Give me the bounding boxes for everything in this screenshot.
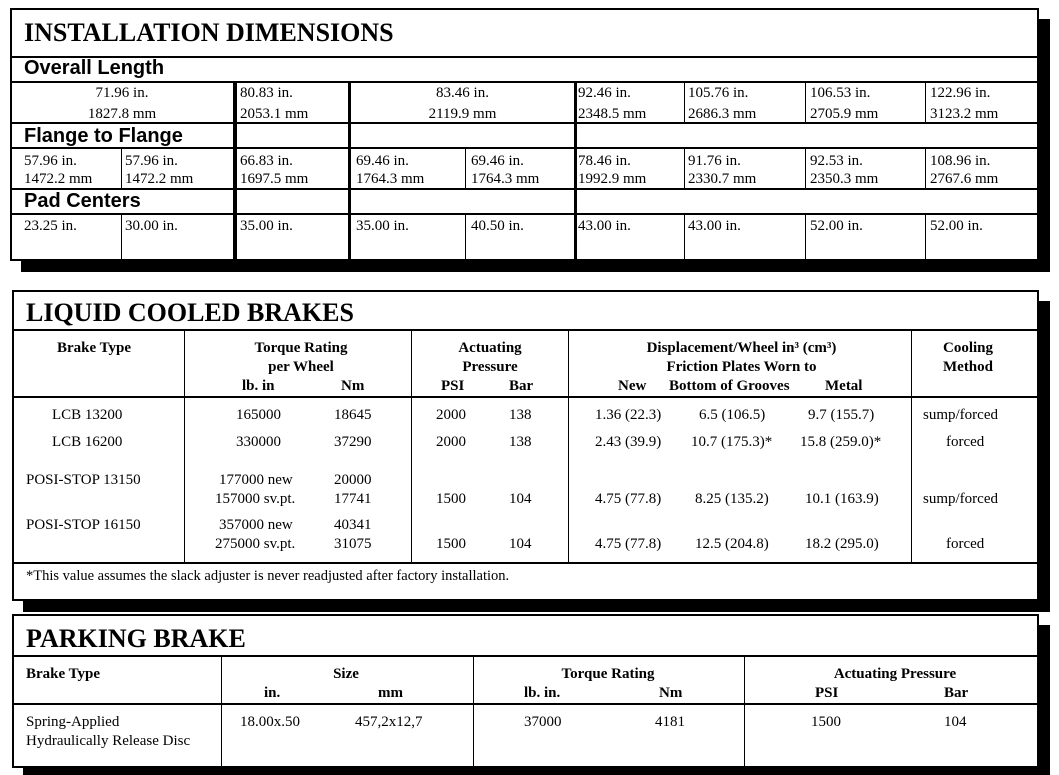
pad-centers-label: Pad Centers	[24, 190, 141, 212]
liquid-header-psi: PSI	[441, 378, 465, 394]
liquid-header-displacement-1: Displacement/Wheel in³ (cm³)	[646, 340, 837, 356]
flange-cell-3-mm: 1697.5 mm	[240, 171, 309, 187]
overall-cell-3-mm: 2119.9 mm	[428, 106, 497, 122]
liquid-row-1-type: LCB 13200	[52, 407, 123, 423]
liquid-row-3-bar: 104	[509, 491, 532, 507]
pad-cell-4: 35.00 in.	[356, 218, 409, 234]
overall-cell-2-mm: 2053.1 mm	[240, 106, 309, 122]
flange-cell-6-mm: 1992.9 mm	[578, 171, 647, 187]
parking-row-size-in: 18.00x.50	[240, 714, 300, 730]
pad-cell-9: 52.00 in.	[930, 218, 983, 234]
parking-header-nm: Nm	[659, 685, 683, 701]
flange-cell-5-mm: 1764.3 mm	[471, 171, 540, 187]
liquid-row-1-new: 1.36 (22.3)	[595, 407, 662, 423]
liquid-row-2-bottom: 10.7 (175.3)*	[691, 434, 773, 450]
flange-cell-2-mm: 1472.2 mm	[125, 171, 194, 187]
liquid-row-4-metal: 18.2 (295.0)	[805, 536, 879, 552]
overall-cell-4-in: 92.46 in.	[578, 85, 631, 101]
flange-cell-8-mm: 2350.3 mm	[810, 171, 879, 187]
pad-cell-5: 40.50 in.	[471, 218, 524, 234]
parking-brake-panel	[12, 614, 1039, 768]
flange-cell-1-in: 57.96 in.	[24, 153, 77, 169]
parking-header-psi: PSI	[815, 685, 839, 701]
flange-cell-9-in: 108.96 in.	[930, 153, 991, 169]
liquid-row-1-psi: 2000	[436, 407, 466, 423]
parking-header-size: Size	[333, 666, 359, 682]
parking-header-size-mm: mm	[378, 685, 403, 701]
liquid-row-3-metal: 10.1 (163.9)	[805, 491, 879, 507]
overall-cell-3-in: 83.46 in.	[436, 85, 489, 101]
liquid-row-2-cooling: forced	[946, 434, 985, 450]
liquid-row-3-new: 4.75 (77.8)	[595, 491, 662, 507]
liquid-row-2-lbin: 330000	[236, 434, 281, 450]
overall-cell-7-mm: 3123.2 mm	[930, 106, 999, 122]
liquid-row-4-cooling: forced	[946, 536, 985, 552]
flange-cell-1-mm: 1472.2 mm	[24, 171, 93, 187]
liquid-row-3-bottom: 8.25 (135.2)	[695, 491, 769, 507]
flange-cell-4-mm: 1764.3 mm	[356, 171, 425, 187]
overall-cell-6-mm: 2705.9 mm	[810, 106, 879, 122]
liquid-row-1-lbin: 165000	[236, 407, 281, 423]
liquid-header-torque-1: Torque Rating	[254, 340, 348, 356]
liquid-title: LIQUID COOLED BRAKES	[26, 298, 354, 327]
liquid-header-displacement-2: Friction Plates Worn to	[666, 359, 817, 375]
liquid-cooled-panel	[12, 290, 1039, 601]
parking-row-lbin: 37000	[524, 714, 562, 730]
liquid-row-1-nm: 18645	[334, 407, 372, 423]
flange-cell-4-in: 69.46 in.	[356, 153, 409, 169]
liquid-row-4-psi: 1500	[436, 536, 466, 552]
liquid-row-1-metal: 9.7 (155.7)	[808, 407, 875, 423]
liquid-row-1-cooling: sump/forced	[923, 407, 998, 423]
liquid-row-2-psi: 2000	[436, 434, 466, 450]
liquid-row-4-nm-2: 31075	[334, 536, 372, 552]
liquid-header-lbin: lb. in	[242, 378, 275, 394]
overall-cell-2-in: 80.83 in.	[240, 85, 293, 101]
liquid-row-3-lbin-1: 177000 new	[219, 472, 293, 488]
parking-row-bar: 104	[944, 714, 967, 730]
parking-header-brake-type: Brake Type	[26, 666, 101, 682]
liquid-row-4-new: 4.75 (77.8)	[595, 536, 662, 552]
liquid-header-brake-type: Brake Type	[56, 340, 132, 356]
liquid-row-3-psi: 1500	[436, 491, 466, 507]
pad-cell-1: 23.25 in.	[24, 218, 77, 234]
liquid-row-3-nm-1: 20000	[334, 472, 372, 488]
pad-cell-6: 43.00 in.	[578, 218, 631, 234]
flange-cell-9-mm: 2767.6 mm	[930, 171, 999, 187]
parking-header-torque: Torque Rating	[561, 666, 655, 682]
liquid-row-4-nm-1: 40341	[334, 517, 372, 533]
liquid-row-3-nm-2: 17741	[334, 491, 372, 507]
liquid-row-3-type: POSI-STOP 13150	[26, 472, 141, 488]
parking-row-size-mm: 457,2x12,7	[355, 714, 423, 730]
liquid-row-1-bottom: 6.5 (106.5)	[699, 407, 766, 423]
flange-cell-2-in: 57.96 in.	[125, 153, 178, 169]
liquid-row-4-lbin-1: 357000 new	[219, 517, 293, 533]
flange-cell-5-in: 69.46 in.	[471, 153, 524, 169]
installation-dimensions-panel	[10, 8, 1039, 261]
overall-length-label: Overall Length	[24, 57, 165, 79]
pad-cell-2: 30.00 in.	[125, 218, 178, 234]
liquid-row-3-lbin-2: 157000 sv.pt.	[215, 491, 296, 507]
parking-row-type-2: Hydraulically Release Disc	[26, 733, 191, 749]
parking-header-bar: Bar	[944, 685, 969, 701]
overall-cell-7-in: 122.96 in.	[930, 85, 991, 101]
liquid-header-bar: Bar	[509, 378, 534, 394]
liquid-row-4-type: POSI-STOP 16150	[26, 517, 141, 533]
parking-row-psi: 1500	[811, 714, 841, 730]
pad-cell-7: 43.00 in.	[688, 218, 741, 234]
pad-cell-3: 35.00 in.	[240, 218, 293, 234]
liquid-header-new: New	[618, 378, 647, 394]
liquid-header-actuating-2: Pressure	[462, 359, 518, 375]
liquid-row-3-cooling: sump/forced	[923, 491, 998, 507]
parking-title: PARKING BRAKE	[26, 624, 246, 653]
overall-cell-1-mm: 1827.8 mm	[87, 106, 157, 122]
liquid-header-cooling-2: Method	[943, 359, 993, 375]
parking-header-size-in: in.	[264, 685, 281, 701]
overall-cell-5-mm: 2686.3 mm	[688, 106, 757, 122]
liquid-row-4-bottom: 12.5 (204.8)	[695, 536, 769, 552]
pad-cell-8: 52.00 in.	[810, 218, 863, 234]
liquid-header-bottom: Bottom of Grooves	[669, 378, 790, 394]
parking-header-actuating: Actuating Pressure	[833, 666, 957, 682]
liquid-header-nm: Nm	[341, 378, 365, 394]
overall-cell-4-mm: 2348.5 mm	[578, 106, 647, 122]
installation-title: INSTALLATION DIMENSIONS	[24, 18, 394, 47]
liquid-row-4-lbin-2: 275000 sv.pt.	[215, 536, 296, 552]
liquid-header-actuating-1: Actuating	[458, 340, 522, 356]
liquid-row-4-bar: 104	[509, 536, 532, 552]
parking-row-nm: 4181	[655, 714, 685, 730]
liquid-row-2-new: 2.43 (39.9)	[595, 434, 662, 450]
liquid-footnote: *This value assumes the slack adjuster is never readjusted after factory installation.	[26, 568, 510, 584]
liquid-row-1-bar: 138	[509, 407, 532, 423]
flange-cell-6-in: 78.46 in.	[578, 153, 631, 169]
flange-to-flange-label: Flange to Flange	[24, 125, 183, 147]
liquid-row-2-bar: 138	[509, 434, 532, 450]
overall-cell-5-in: 105.76 in.	[688, 85, 749, 101]
liquid-row-2-metal: 15.8 (259.0)*	[800, 434, 882, 450]
flange-cell-8-in: 92.53 in.	[810, 153, 863, 169]
liquid-header-cooling-1: Cooling	[942, 340, 993, 356]
overall-cell-6-in: 106.53 in.	[810, 85, 871, 101]
parking-header-lbin: lb. in.	[524, 685, 561, 701]
liquid-row-2-type: LCB 16200	[52, 434, 123, 450]
flange-cell-7-in: 91.76 in.	[688, 153, 741, 169]
flange-cell-3-in: 66.83 in.	[240, 153, 293, 169]
overall-cell-1-in: 71.96 in.	[95, 85, 149, 101]
liquid-header-metal: Metal	[825, 378, 863, 394]
liquid-row-2-nm: 37290	[334, 434, 372, 450]
liquid-header-torque-2: per Wheel	[268, 359, 334, 375]
flange-cell-7-mm: 2330.7 mm	[688, 171, 757, 187]
parking-row-type-1: Spring-Applied	[26, 714, 120, 730]
